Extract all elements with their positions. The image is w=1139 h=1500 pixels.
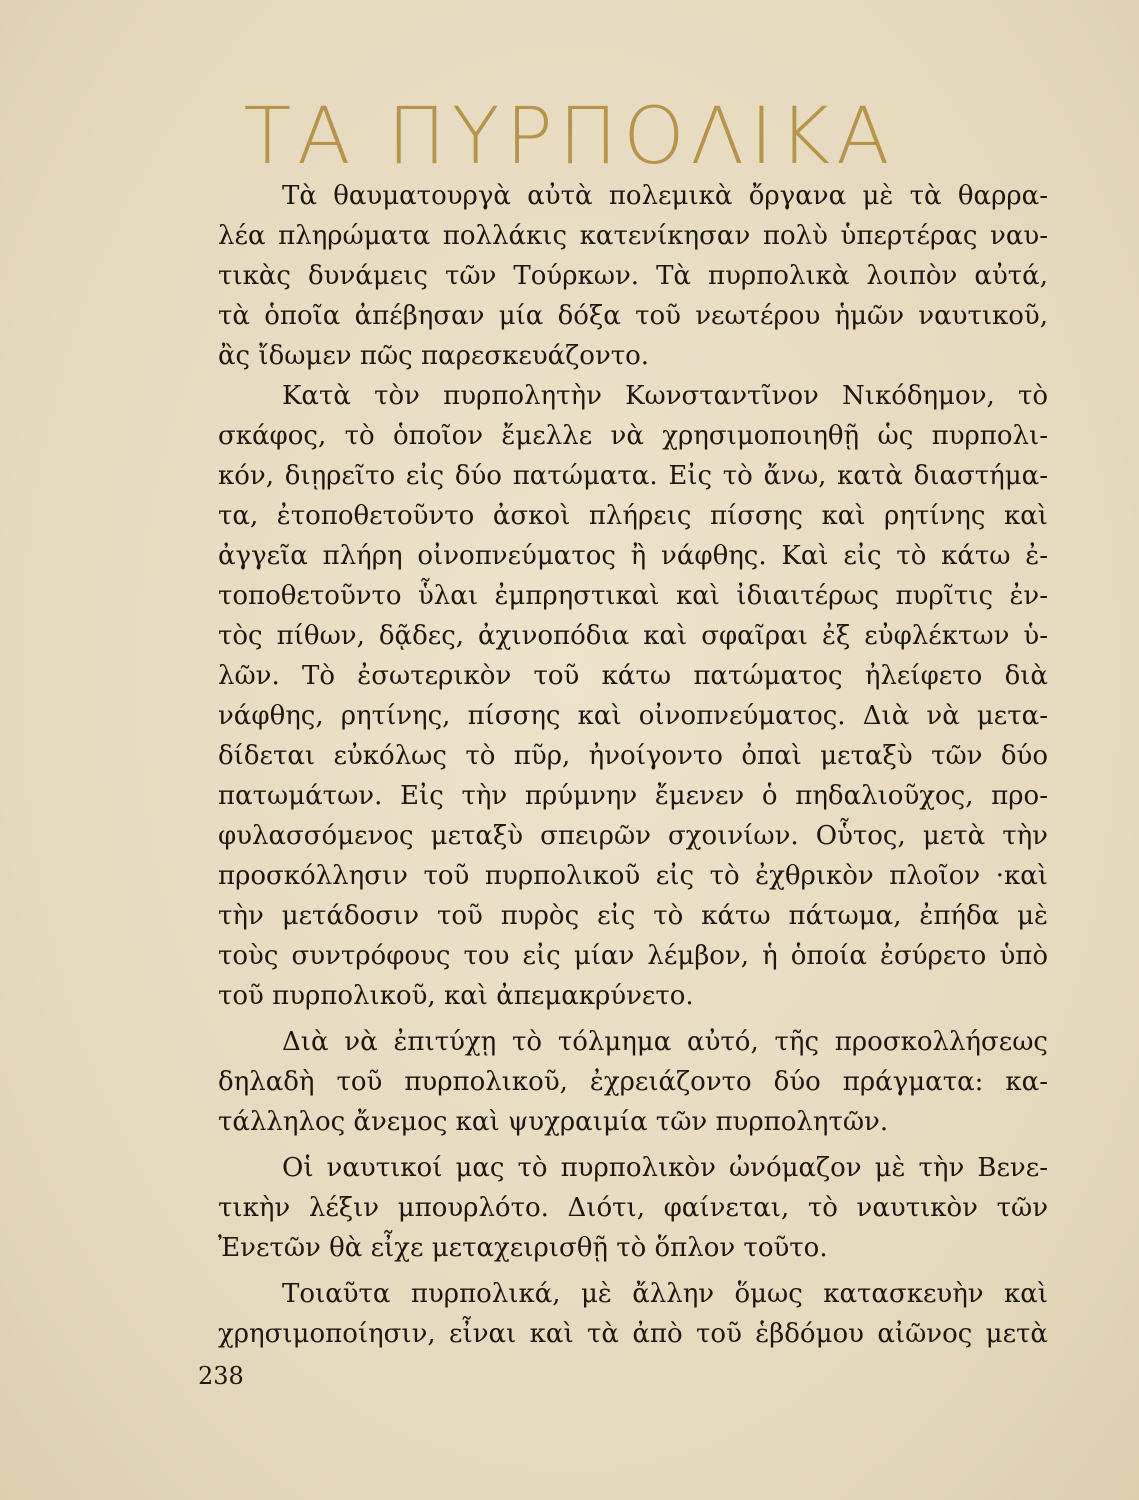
text-line: τὴν μετάδοσιν τοῦ πυρὸς εἰς τὸ κάτω πάτωμα, ἐπήδα μὲ	[218, 901, 1048, 931]
text-line: τοὺς συντρόφους του εἰς μίαν λέμβον, ἡ ὁποία ἐσύρετο ὑπὸ	[218, 941, 1048, 971]
paragraph	[218, 176, 1048, 376]
text-line: πατωμάτων. Εἰς τὴν πρύμνην ἔμενεν ὁ πηδαλιοῦχος, προ-	[218, 781, 1048, 811]
chapter-title: ΤΑ ΠΥΡΠΟΛΙΚΑ	[243, 92, 896, 182]
text-line: λῶν. Τὸ ἐσωτερικὸν τοῦ κάτω πατώματος ἠλείφετο διὰ	[218, 661, 1048, 691]
text-line: σκάφος, τὸ ὁποῖον ἔμελλε νὰ χρησιμοποιηθῇ ὡς πυρπολι-	[218, 421, 1048, 451]
paragraph	[218, 1022, 1048, 1142]
text-line: προσκόλλησιν τοῦ πυρπολικοῦ εἰς τὸ ἐχθρικὸν πλοῖον ·καὶ	[218, 861, 1048, 891]
text-line: Τοιαῦτα πυρπολικά, μὲ ἄλλην ὅμως κατασκευὴν καὶ	[282, 1279, 1048, 1309]
text-line: τοῦ πυρπολικοῦ, καὶ ἀπεμακρύνετο.	[218, 981, 694, 1011]
text-line: Διὰ νὰ ἐπιτύχῃ τὸ τόλμημα αὐτό, τῆς προσκολλήσεως	[282, 1027, 1048, 1057]
text-line: Ἐνετῶν θὰ εἶχε μεταχειρισθῇ τὸ ὅπλον τοῦτο.	[218, 1233, 828, 1263]
text-line: Οἱ ναυτικοί μας τὸ πυρπολικὸν ὠνόμαζον μὲ τὴν Βενε-	[282, 1153, 1048, 1183]
text-line: τικὴν λέξιν μπουρλότο. Διότι, φαίνεται, τὸ ναυτικὸν τῶν	[218, 1193, 1048, 1223]
text-line: τα, ἐτοποθετοῦντο ἀσκοὶ πλήρεις πίσσης καὶ ρητίνης καὶ	[218, 501, 1048, 531]
paragraph	[218, 376, 1048, 1016]
text-line: ἂς ἴδωμεν πῶς παρεσκευάζοντο.	[218, 341, 650, 371]
text-line: τὸς πίθων, δᾷδες, ἀχινοπόδια καὶ σφαῖραι ἐξ εὐφλέκτων ὑ-	[218, 621, 1048, 651]
page-number: 238	[198, 1362, 244, 1390]
text-line: φυλασσόμενος μεταξὺ σπειρῶν σχοινίων. Οὗτος, μετὰ τὴν	[218, 821, 1048, 851]
text-line: χρησιμοποίησιν, εἶναι καὶ τὰ ἀπὸ τοῦ ἑβδόμου αἰῶνος μετὰ	[218, 1319, 1048, 1349]
text-line: τάλληλος ἄνεμος καὶ ψυχραιμία τῶν πυρπολητῶν.	[218, 1107, 889, 1137]
body-text	[218, 176, 1048, 1354]
text-line: τὰ ὁποῖα ἀπέβησαν μία δόξα τοῦ νεωτέρου ἡμῶν ναυτικοῦ,	[218, 301, 1048, 331]
text-line: λέα πληρώματα πολλάκις κατενίκησαν πολὺ ὑπερτέρας ναυ-	[218, 221, 1048, 251]
text-line: τοποθετοῦντο ὗλαι ἐμπρηστικαὶ καὶ ἰδιαιτέρως πυρῖτις ἐν-	[218, 581, 1048, 611]
text-line: Κατὰ τὸν πυρπολητὴν Κωνσταντῖνον Νικόδημον, τὸ	[282, 381, 1048, 411]
text-line: τικὰς δυνάμεις τῶν Τούρκων. Τὰ πυρπολικὰ λοιπὸν αὐτά,	[218, 261, 1048, 291]
paragraph	[218, 1274, 1048, 1354]
paragraph	[218, 1148, 1048, 1268]
text-line: δηλαδὴ τοῦ πυρπολικοῦ, ἐχρειάζοντο δύο πράγματα: κα-	[218, 1067, 1048, 1097]
text-line: νάφθης, ρητίνης, πίσσης καὶ οἰνοπνεύματος. Διὰ νὰ μετα-	[218, 701, 1048, 731]
text-line: δίδεται εὐκόλως τὸ πῦρ, ἠνοίγοντο ὀπαὶ μεταξὺ τῶν δύο	[218, 741, 1048, 771]
text-line: κόν, διῃρεῖτο εἰς δύο πατώματα. Εἰς τὸ ἄνω, κατὰ διαστήμα-	[218, 461, 1048, 491]
text-line: Τὰ θαυματουργὰ αὐτὰ πολεμικὰ ὄργανα μὲ τὰ θαρρα-	[282, 181, 1048, 211]
text-line: ἀγγεῖα πλήρη οἰνοπνεύματος ἢ νάφθης. Καὶ εἰς τὸ κάτω ἐ-	[218, 541, 1048, 571]
